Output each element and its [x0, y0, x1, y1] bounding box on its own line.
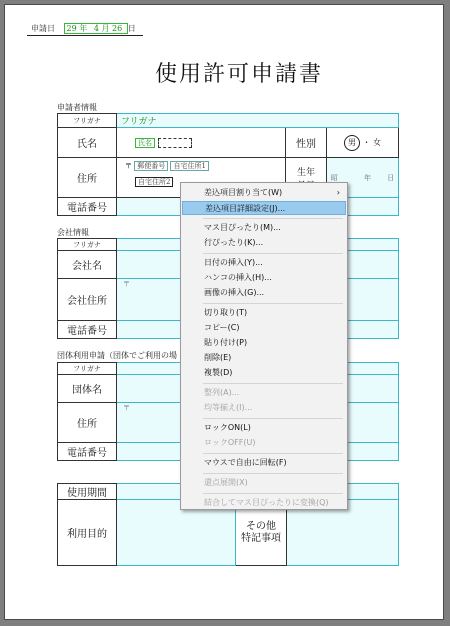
menu-item-label: 結合してマス目ぴったりに変換(Q)	[204, 498, 329, 507]
menu-item-10[interactable]	[182, 306, 346, 320]
gender-select[interactable]	[327, 128, 399, 158]
name-dashed-box	[158, 138, 192, 148]
menu-item-label: 複製(D)	[204, 368, 233, 377]
menu-item-20	[182, 436, 346, 450]
postal-code-tag[interactable]: 郵便番号	[134, 161, 168, 171]
furigana-input[interactable]	[117, 114, 399, 128]
birth-day-unit: 日	[387, 173, 395, 182]
menu-item-label: 画像の挿入(G)...	[204, 288, 265, 297]
group-section-title: 団体利用申請（団体でご利用の場	[57, 351, 177, 360]
date-field[interactable]	[64, 23, 128, 34]
application-date-row	[31, 23, 136, 34]
other-label-line1: その他	[246, 520, 276, 532]
menu-item-22[interactable]	[182, 456, 346, 470]
gender-female[interactable]: 女	[373, 137, 382, 147]
page-title: 使用許可申請書	[155, 62, 324, 87]
menu-item-label: マウスで自由に回転(F)	[204, 458, 287, 467]
period-label: 使用期間	[58, 484, 117, 500]
address-label: 住所	[58, 158, 117, 198]
submenu-arrow-icon: ›	[336, 188, 340, 197]
menu-item-19[interactable]	[182, 421, 346, 435]
day-value: 26	[112, 24, 123, 33]
menu-item-label: 切り取り(T)	[204, 308, 248, 317]
menu-separator	[203, 473, 343, 474]
home-address1-tag[interactable]: 自宅住所1	[170, 161, 208, 171]
group-postal-mark: 〒	[123, 404, 130, 412]
company-postal-mark: 〒	[123, 280, 130, 288]
day-unit: 日	[127, 24, 136, 33]
name-input[interactable]	[117, 128, 286, 158]
purpose-label: 利用目的	[58, 500, 117, 566]
menu-item-label: 貼り付け(P)	[204, 338, 248, 347]
name-label: 氏名	[58, 128, 117, 158]
menu-item-17	[182, 401, 346, 415]
menu-separator	[203, 218, 343, 219]
era-showa[interactable]: 昭	[330, 173, 338, 182]
month-value: 4	[93, 24, 99, 33]
furigana-value: フリガナ	[121, 117, 157, 127]
menu-item-8[interactable]	[182, 286, 346, 300]
menu-separator	[203, 418, 343, 419]
year-unit: 年	[79, 24, 88, 33]
menu-item-0[interactable]	[182, 186, 346, 200]
menu-item-label: 還点展開(X)	[204, 478, 248, 487]
menu-item-13[interactable]	[182, 351, 346, 365]
menu-separator	[203, 383, 343, 384]
group-address-label: 住所	[58, 403, 117, 443]
menu-item-label: コピー(C)	[204, 323, 240, 332]
gender-label: 性別	[286, 128, 327, 158]
menu-separator	[203, 493, 343, 494]
birth-label-line1: 生年	[296, 167, 315, 178]
menu-item-label: マス目ぴったり(M)...	[204, 223, 281, 232]
menu-item-label: 削除(E)	[204, 353, 232, 362]
phone-label: 電話番号	[58, 198, 117, 216]
menu-item-label: ロックOFF(U)	[204, 438, 256, 447]
company-section-title: 会社情報	[57, 228, 89, 237]
menu-item-24	[182, 476, 346, 490]
name-field-tag[interactable]: 氏名	[135, 138, 155, 148]
group-name-label: 団体名	[58, 375, 117, 403]
date-label: 申請日	[31, 24, 55, 33]
menu-item-label: 均等揃え(I)...	[204, 403, 253, 412]
menu-item-label: 整列(A)...	[204, 388, 240, 397]
company-furigana-label: フリガナ	[58, 239, 117, 251]
context-menu	[180, 182, 348, 510]
menu-item-label: 行ぴったり(K)...	[204, 238, 264, 247]
menu-item-label: 差込項目詳細設定(J)...	[205, 204, 286, 213]
menu-item-7[interactable]	[182, 271, 346, 285]
menu-item-26	[182, 496, 346, 510]
menu-item-3[interactable]	[182, 221, 346, 235]
applicant-section-title: 申請者情報	[57, 103, 97, 112]
menu-separator	[203, 303, 343, 304]
company-phone-label: 電話番号	[58, 321, 117, 339]
date-underline	[27, 35, 143, 36]
other-label-line2: 特記事項	[241, 532, 281, 544]
company-address-label: 会社住所	[58, 279, 117, 321]
year-value: 29	[66, 24, 77, 33]
menu-item-11[interactable]	[182, 321, 346, 335]
menu-item-1[interactable]	[182, 201, 346, 215]
group-furigana-label: フリガナ	[58, 363, 117, 375]
menu-item-label: 差込項目割り当て(W)	[204, 188, 283, 197]
menu-item-4[interactable]	[182, 236, 346, 250]
menu-item-12[interactable]	[182, 336, 346, 350]
menu-item-label: 日付の挿入(Y)...	[204, 258, 263, 267]
birth-year-unit: 年	[364, 173, 371, 182]
menu-item-label: ロックON(L)	[204, 423, 251, 432]
furigana-label: フリガナ	[58, 114, 117, 128]
group-phone-label: 電話番号	[58, 443, 117, 461]
menu-separator	[203, 253, 343, 254]
menu-item-6[interactable]	[182, 256, 346, 270]
month-unit: 月	[101, 24, 110, 33]
menu-separator	[203, 453, 343, 454]
company-name-label: 会社名	[58, 251, 117, 279]
menu-item-14[interactable]	[182, 366, 346, 380]
gender-separator: ・	[362, 137, 371, 147]
menu-item-label: ハンコの挿入(H)...	[204, 273, 272, 282]
gender-male[interactable]: 男	[344, 135, 360, 151]
menu-item-16	[182, 386, 346, 400]
postal-mark: 〒	[125, 162, 132, 170]
home-address2-tag[interactable]: 自宅住所2	[135, 177, 173, 187]
